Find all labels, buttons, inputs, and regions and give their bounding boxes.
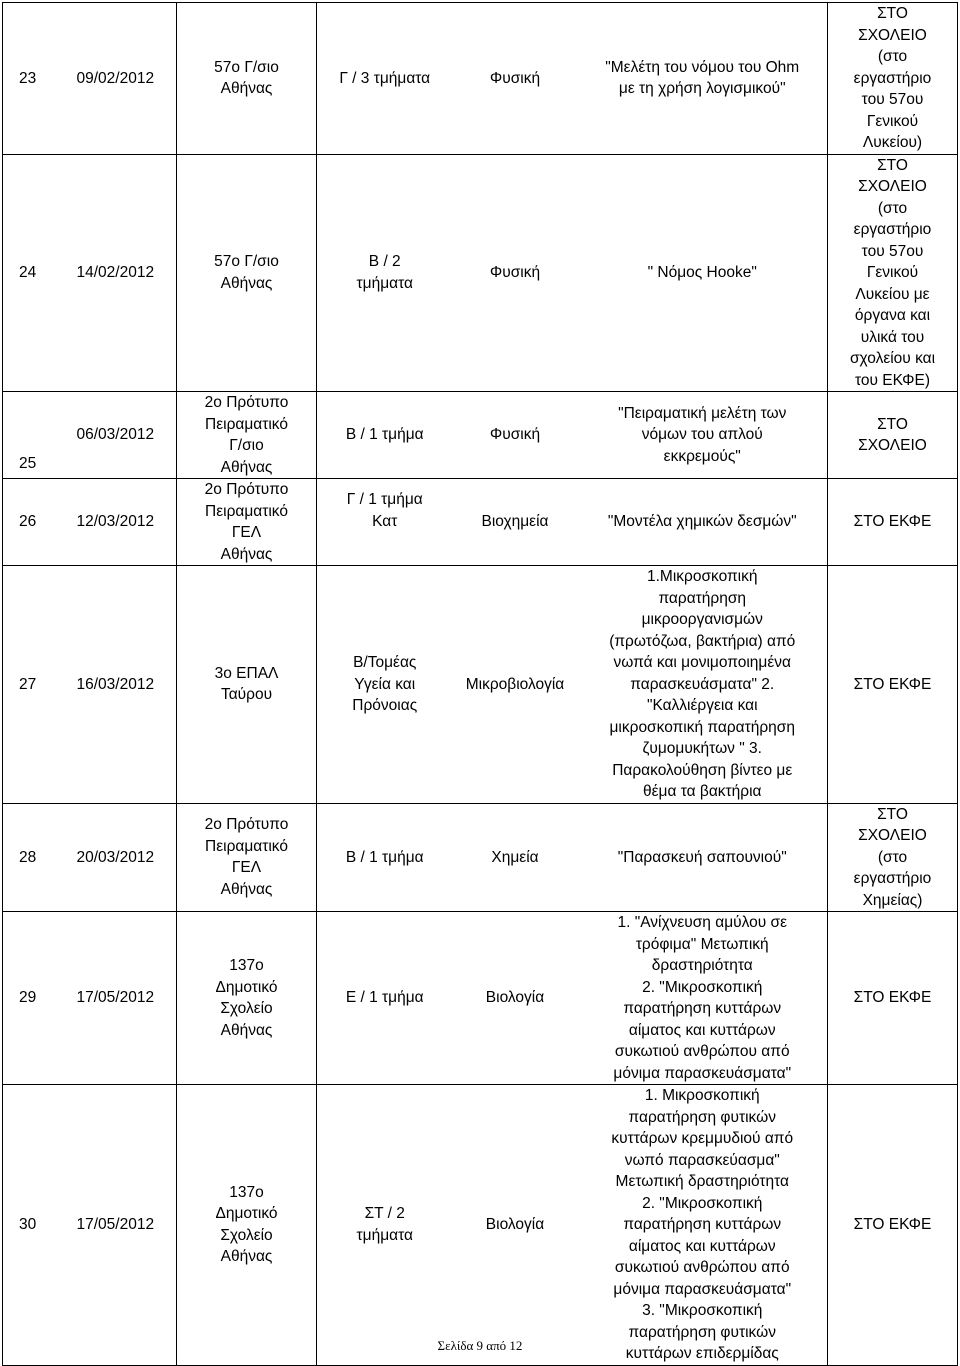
- row-number: 27: [3, 566, 71, 804]
- page-footer: Σελίδα 9 από 12: [437, 1338, 523, 1353]
- row-date: 09/02/2012: [71, 3, 177, 155]
- row-school: 137ο Δημοτικό Σχολείο Αθήνας: [177, 1085, 317, 1366]
- row-place: ΣΤΟ ΕΚΦΕ: [828, 479, 958, 566]
- table-row: [3, 912, 958, 1085]
- row-activity: " Νόμος Hooke": [578, 154, 828, 392]
- table-row: [3, 1085, 958, 1366]
- row-activity: 1. "Ανίχνευση αμύλου σε τρόφιμα" Μετωπική δραστηριότητα 2. "Μικροσκοπική παρατήρηση κυττάρων αίματος και κυττάρων συκωτιού ανθρώπου από μόνιμα παρασκευάσματα": [578, 912, 828, 1085]
- table-row: [3, 566, 958, 804]
- row-class: Β / 2 τμήματα: [317, 154, 453, 392]
- row-activity: "Παρασκευή σαπουνιού": [578, 803, 828, 912]
- row-date: 12/03/2012: [71, 479, 177, 566]
- row-subject: Φυσική: [453, 3, 578, 155]
- row-number: 23: [3, 3, 71, 155]
- row-school: 57ο Γ/σιο Αθήνας: [177, 3, 317, 155]
- row-school: 57ο Γ/σιο Αθήνας: [177, 154, 317, 392]
- row-activity: 1. Μικροσκοπική παρατήρηση φυτικών κυττάρων κρεμμυδιού από νωπό παρασκεύασμα" Μετωπική δραστηριότητα 2. "Μικροσκοπική παρατήρηση κυττάρων αίματος και κυττάρων συκωτιού ανθρώπου από μόνιμα παρασκευάσματα" 3. "Μικροσκοπική παρατήρηση φυτικών κυττάρων επιδερμίδας: [578, 1085, 828, 1366]
- row-date: 20/03/2012: [71, 803, 177, 912]
- table-row: [3, 803, 958, 912]
- row-subject: Βιολογία: [453, 1085, 578, 1366]
- row-subject: Βιοχημεία: [453, 479, 578, 566]
- row-date: 06/03/2012: [71, 392, 177, 479]
- row-activity: 1.Μικροσκοπική παρατήρηση μικροοργανισμών (πρωτόζωα, βακτήρια) από νωπά και μονιμοποιημένα παρασκευάσματα" 2. "Καλλιέργεια και μικροσκοπική παρατήρηση ζυμομυκήτων " 3. Παρακολούθηση βίντεο με θέμα τα βακτήρια: [578, 566, 828, 804]
- table-row: [3, 392, 958, 479]
- table-row: [3, 479, 958, 566]
- row-place: ΣΤΟ ΣΧΟΛΕΙΟ (στο εργαστήριο του 57ου Γενικού Λυκείου με όργανα και υλικά του σχολείου και του ΕΚΦΕ): [828, 154, 958, 392]
- row-number: 25: [3, 392, 71, 479]
- row-number: 24: [3, 154, 71, 392]
- row-school: 2ο Πρότυπο Πειραματικό ΓΕΛ Αθήνας: [177, 803, 317, 912]
- row-class: Γ / 3 τμήματα: [317, 3, 453, 155]
- row-place: ΣΤΟ ΣΧΟΛΕΙΟ: [828, 392, 958, 479]
- row-place: ΣΤΟ ΕΚΦΕ: [828, 566, 958, 804]
- table-row: [3, 3, 958, 155]
- row-class: Γ / 1 τμήμα Κατ: [317, 479, 453, 566]
- table-row: [3, 154, 958, 392]
- row-place: ΣΤΟ ΣΧΟΛΕΙΟ (στο εργαστήριο Χημείας): [828, 803, 958, 912]
- activities-table: [2, 2, 958, 1366]
- row-number: 28: [3, 803, 71, 912]
- row-school: 2ο Πρότυπο Πειραματικό Γ/σιο Αθήνας: [177, 392, 317, 479]
- row-school: 3ο ΕΠΑΛ Ταύρου: [177, 566, 317, 804]
- row-subject: Φυσική: [453, 154, 578, 392]
- row-date: 17/05/2012: [71, 912, 177, 1085]
- row-subject: Φυσική: [453, 392, 578, 479]
- row-number: 29: [3, 912, 71, 1085]
- row-class: Ε / 1 τμήμα: [317, 912, 453, 1085]
- row-activity: "Μελέτη του νόμου του Ohm με τη χρήση λογισμικού": [578, 3, 828, 155]
- row-class: Β / 1 τμήμα: [317, 392, 453, 479]
- row-activity: "Πειραματική μελέτη των νόμων του απλού εκκρεμούς": [578, 392, 828, 479]
- row-date: 16/03/2012: [71, 566, 177, 804]
- row-class: Β/Τομέας Υγεία και Πρόνοιας: [317, 566, 453, 804]
- row-place: ΣΤΟ ΕΚΦΕ: [828, 912, 958, 1085]
- row-class: Β / 1 τμήμα: [317, 803, 453, 912]
- row-school: 137ο Δημοτικό Σχολείο Αθήνας: [177, 912, 317, 1085]
- row-school: 2ο Πρότυπο Πειραματικό ΓΕΛ Αθήνας: [177, 479, 317, 566]
- row-place: ΣΤΟ ΕΚΦΕ: [828, 1085, 958, 1366]
- row-class: ΣΤ / 2 τμήματα: [317, 1085, 453, 1366]
- row-subject: Μικροβιολογία: [453, 566, 578, 804]
- row-subject: Βιολογία: [453, 912, 578, 1085]
- row-subject: Χημεία: [453, 803, 578, 912]
- row-date: 17/05/2012: [71, 1085, 177, 1366]
- row-date: 14/02/2012: [71, 154, 177, 392]
- row-number: 26: [3, 479, 71, 566]
- row-place: ΣΤΟ ΣΧΟΛΕΙΟ (στο εργαστήριο του 57ου Γενικού Λυκείου): [828, 3, 958, 155]
- row-number: 30: [3, 1085, 71, 1366]
- row-activity: "Μοντέλα χημικών δεσμών": [578, 479, 828, 566]
